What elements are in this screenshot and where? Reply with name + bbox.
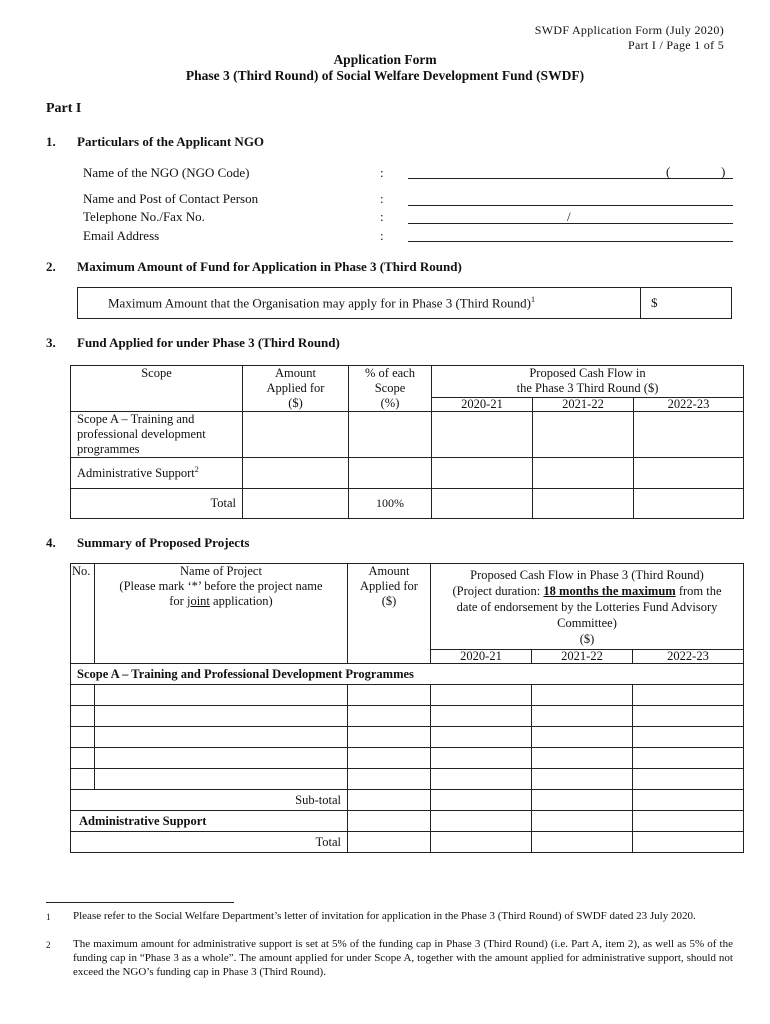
- section-3-number: 3.: [46, 335, 56, 350]
- project-amount-cell[interactable]: [348, 727, 431, 748]
- year-header: 2022-23: [634, 397, 744, 411]
- admin-2021-cell[interactable]: [533, 458, 634, 489]
- section-1-title: Particulars of the Applicant NGO: [77, 134, 265, 149]
- project-2022-cell[interactable]: [633, 748, 744, 769]
- project-2021-cell[interactable]: [532, 706, 633, 727]
- admin-row-2021-cell[interactable]: [532, 811, 633, 832]
- max-amount-label: Maximum Amount that the Organisation may apply for in Phase 3 (Third Round): [108, 295, 531, 311]
- footnote-1-number: 1: [46, 912, 51, 922]
- max-amount-table: [77, 287, 732, 319]
- projects-total-amount-cell[interactable]: [348, 832, 431, 853]
- colon: :: [380, 165, 384, 180]
- total-2020-cell[interactable]: [432, 489, 533, 519]
- colon: :: [380, 228, 384, 243]
- projects-total-2020-cell[interactable]: [431, 832, 532, 853]
- project-no-cell[interactable]: [71, 685, 95, 706]
- section-1-number: 1.: [46, 134, 56, 149]
- page-reference: Part I / Page 1 of 5: [628, 38, 724, 52]
- admin-support-row-label: Administrative Support: [71, 811, 348, 832]
- total-2022-cell[interactable]: [634, 489, 744, 519]
- project-2021-cell[interactable]: [532, 727, 633, 748]
- admin-row-2020-cell[interactable]: [431, 811, 532, 832]
- footnote-divider: [46, 902, 234, 903]
- project-2022-cell[interactable]: [633, 727, 744, 748]
- form-title: Application Form: [333, 52, 437, 67]
- project-amount-cell[interactable]: [348, 706, 431, 727]
- year-header: 2020-21: [432, 397, 533, 411]
- footnote-1-text: Please refer to the Social Welfare Department’s letter of invitation for application in the Phase 3 (Third Round) of SWDF dated 23 July 2020.: [73, 910, 696, 922]
- admin-2022-cell[interactable]: [634, 458, 744, 489]
- project-2022-cell[interactable]: [633, 685, 744, 706]
- email-field[interactable]: [408, 241, 733, 242]
- projects-total-2022-cell[interactable]: [633, 832, 744, 853]
- project-2020-cell[interactable]: [431, 685, 532, 706]
- project-name-cell[interactable]: [95, 685, 348, 706]
- project-name-cell[interactable]: [95, 727, 348, 748]
- scope-a-percent-cell[interactable]: [349, 412, 432, 458]
- percent-header: % of each Scope (%): [349, 366, 432, 412]
- subtotal-2020-cell[interactable]: [431, 790, 532, 811]
- subtotal-amount-cell[interactable]: [348, 790, 431, 811]
- total-percent: 100%: [349, 489, 432, 519]
- total-amount-cell[interactable]: [243, 489, 349, 519]
- section-4-title: Summary of Proposed Projects: [77, 535, 250, 550]
- section-2-title: Maximum Amount of Fund for Application in Phase 3 (Third Round): [77, 259, 462, 274]
- projects-total-2021-cell[interactable]: [532, 832, 633, 853]
- scope-a-amount-cell[interactable]: [243, 412, 349, 458]
- admin-2020-cell[interactable]: [432, 458, 533, 489]
- scope-header: Scope: [71, 366, 243, 412]
- max-amount-label-cell: [78, 288, 641, 319]
- amount-header: Amount Applied for ($): [243, 366, 349, 412]
- fund-applied-table: [70, 365, 744, 519]
- footnote-2-text: The maximum amount for administrative support is set at 5% of the funding cap in Phase 3 (Third Round) (i.e. Part A, item 2), as well as 5% of the funding cap in “Phase 3 as a whole”. The amount applied for under Scope A, together with the amount applied for administrative support, should not exceed the NGO’s funding cap in Phase 3 (Third Round).: [73, 938, 733, 978]
- projects-total-label: Total: [71, 832, 348, 853]
- project-2020-cell[interactable]: [431, 769, 532, 790]
- project-amount-cell[interactable]: [348, 748, 431, 769]
- footnote-ref-1: 1: [530, 294, 535, 304]
- telephone-fax-label: Telephone No./Fax No.: [83, 209, 205, 224]
- ngo-code-open-paren: (: [666, 164, 671, 179]
- admin-amount-cell[interactable]: [243, 458, 349, 489]
- project-no-cell[interactable]: [71, 748, 95, 769]
- section-2-number: 2.: [46, 259, 56, 274]
- year-header: 2021-22: [532, 650, 633, 664]
- footnote-2-number: 2: [46, 940, 51, 950]
- subtotal-label: Sub-total: [71, 790, 348, 811]
- contact-person-label: Name and Post of Contact Person: [83, 191, 259, 206]
- project-2021-cell[interactable]: [532, 748, 633, 769]
- contact-person-field[interactable]: [408, 205, 733, 206]
- tel-fax-slash: /: [567, 209, 571, 224]
- project-amount-cell[interactable]: [348, 685, 431, 706]
- form-reference: SWDF Application Form (July 2020): [534, 23, 724, 37]
- project-2021-cell[interactable]: [532, 769, 633, 790]
- scope-a-label: Scope A – Training and professional development programmes: [71, 412, 243, 458]
- scope-a-2021-cell[interactable]: [533, 412, 634, 458]
- subtotal-2022-cell[interactable]: [633, 790, 744, 811]
- admin-row-amount-cell[interactable]: [348, 811, 431, 832]
- part-label: Part I: [46, 101, 82, 116]
- footnote-ref-2: 2: [194, 464, 199, 474]
- project-2020-cell[interactable]: [431, 706, 532, 727]
- scope-a-2022-cell[interactable]: [634, 412, 744, 458]
- form-subtitle: Phase 3 (Third Round) of Social Welfare Development Fund (SWDF): [185, 68, 585, 83]
- year-header: 2020-21: [431, 650, 532, 664]
- ngo-code-close-paren: ): [721, 164, 726, 179]
- max-amount-value-cell[interactable]: [641, 288, 732, 319]
- project-2020-cell[interactable]: [431, 727, 532, 748]
- project-no-cell[interactable]: [71, 706, 95, 727]
- email-label: Email Address: [83, 228, 160, 243]
- project-name-header: Name of Project (Please mark ‘*’ before the project name for joint application): [95, 564, 348, 664]
- project-2022-cell[interactable]: [633, 706, 744, 727]
- project-cash-flow-header: Proposed Cash Flow in Phase 3 (Third Round) (Project duration: 18 months the maximum from the date of endorsement by the Lotteries Fund Advisory Committee) ($): [431, 564, 744, 650]
- project-no-cell[interactable]: [71, 769, 95, 790]
- total-2021-cell[interactable]: [533, 489, 634, 519]
- scope-a-section-label: Scope A – Training and Professional Development Programmes: [71, 664, 744, 685]
- year-header: 2021-22: [533, 397, 634, 411]
- project-2021-cell[interactable]: [532, 685, 633, 706]
- section-3-title: Fund Applied for under Phase 3 (Third Round): [77, 335, 340, 350]
- ngo-name-field[interactable]: [408, 178, 733, 179]
- project-2022-cell[interactable]: [633, 769, 744, 790]
- no-header: No.: [71, 564, 95, 664]
- scope-a-2020-cell[interactable]: [432, 412, 533, 458]
- year-header: 2022-23: [633, 650, 744, 664]
- project-name-cell[interactable]: [95, 769, 348, 790]
- admin-support-label: Administrative Support$^2$: [71, 458, 243, 489]
- project-name-cell[interactable]: [95, 748, 348, 769]
- projects-table: [70, 563, 744, 853]
- total-label: Total: [71, 489, 243, 519]
- cash-flow-header: Proposed Cash Flow in the Phase 3 Third Round ($): [432, 366, 744, 398]
- project-no-cell[interactable]: [71, 727, 95, 748]
- project-amount-cell[interactable]: [348, 769, 431, 790]
- colon: :: [380, 209, 384, 224]
- colon: :: [380, 191, 384, 206]
- project-amount-header: Amount Applied for ($): [348, 564, 431, 664]
- ngo-name-label: Name of the NGO (NGO Code): [83, 165, 250, 180]
- subtotal-2021-cell[interactable]: [532, 790, 633, 811]
- admin-row-2022-cell[interactable]: [633, 811, 744, 832]
- section-4-number: 4.: [46, 535, 56, 550]
- currency-symbol: $: [651, 295, 658, 310]
- admin-percent-cell[interactable]: [349, 458, 432, 489]
- project-name-cell[interactable]: [95, 706, 348, 727]
- project-2020-cell[interactable]: [431, 748, 532, 769]
